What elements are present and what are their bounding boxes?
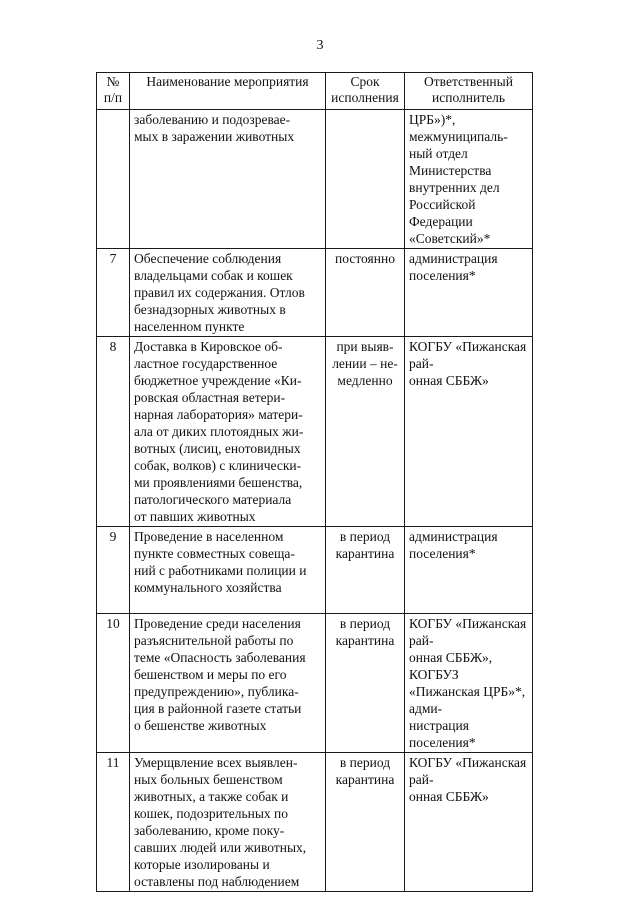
- cell-num: [97, 110, 130, 249]
- header-name: Наименование мероприятия: [130, 73, 326, 110]
- table-row: [97, 753, 533, 892]
- table-row-continued: [97, 110, 533, 249]
- cell-responsible: администрация поселения*: [405, 249, 533, 337]
- cell-responsible: КОГБУ «Пижанская рай- онная СББЖ», КОГБУЗ «Пижанская ЦРБ»*, адми- нистрация поселения*: [405, 614, 533, 753]
- cell-term: [326, 110, 405, 249]
- cell-term: в период карантина: [326, 614, 405, 753]
- cell-num: 10: [97, 614, 130, 753]
- table-row: [97, 527, 533, 614]
- table-row: [97, 614, 533, 753]
- header-num: № п/п: [97, 73, 130, 110]
- measures-table: [96, 72, 533, 892]
- page-number: 3: [316, 38, 324, 53]
- cell-name: Доставка в Кировское об- ластное государственное бюджетное учреждение «Ки- ровская областная ветери- нарная лаборатория» матери- ала от диких плотоядных жи- вотных (лисиц, енотовидных собак, волков) с клинически- ми проявлениями бешенства, патологического материала от павших животных: [130, 337, 326, 527]
- header-responsible: Ответственный исполнитель: [405, 73, 533, 110]
- cell-responsible: КОГБУ «Пижанская рай- онная СББЖ»: [405, 337, 533, 527]
- cell-name: Умерщвление всех выявлен- ных больных бешенством животных, а также собак и кошек, подозрительных по заболеванию, кроме поку- савших людей или животных, которые изолированы и оставлены под наблюдением: [130, 753, 326, 892]
- table-row: [97, 249, 533, 337]
- cell-responsible: администрация поселения*: [405, 527, 533, 614]
- cell-term: постоянно: [326, 249, 405, 337]
- cell-name: Проведение в населенном пункте совместных совеща- ний с работниками полиции и коммунального хозяйства: [130, 527, 326, 614]
- cell-name: Проведение среди населения разъяснительной работы по теме «Опасность заболевания бешенством и меры по его предупреждению», публика- ция в районной газете статьи о бешенстве животных: [130, 614, 326, 753]
- cell-term: в период карантина: [326, 753, 405, 892]
- cell-responsible: КОГБУ «Пижанская рай- онная СББЖ»: [405, 753, 533, 892]
- cell-term: при выяв- лении – не- медленно: [326, 337, 405, 527]
- table-row: [97, 337, 533, 527]
- cell-name: Обеспечение соблюдения владельцами собак и кошек правил их содержания. Отлов безнадзорных животных в населенном пункте: [130, 249, 326, 337]
- table-header-row: [97, 73, 533, 110]
- cell-num: 7: [97, 249, 130, 337]
- cell-num: 11: [97, 753, 130, 892]
- cell-num: 9: [97, 527, 130, 614]
- cell-name: заболеванию и подозревае- мых в заражении животных: [130, 110, 326, 249]
- cell-num: 8: [97, 337, 130, 527]
- header-term: Срок исполнения: [326, 73, 405, 110]
- cell-responsible: ЦРБ»)*, межмуниципаль- ный отдел Министерства внутренних дел Российской Федерации «Советский»*: [405, 110, 533, 249]
- cell-term: в период карантина: [326, 527, 405, 614]
